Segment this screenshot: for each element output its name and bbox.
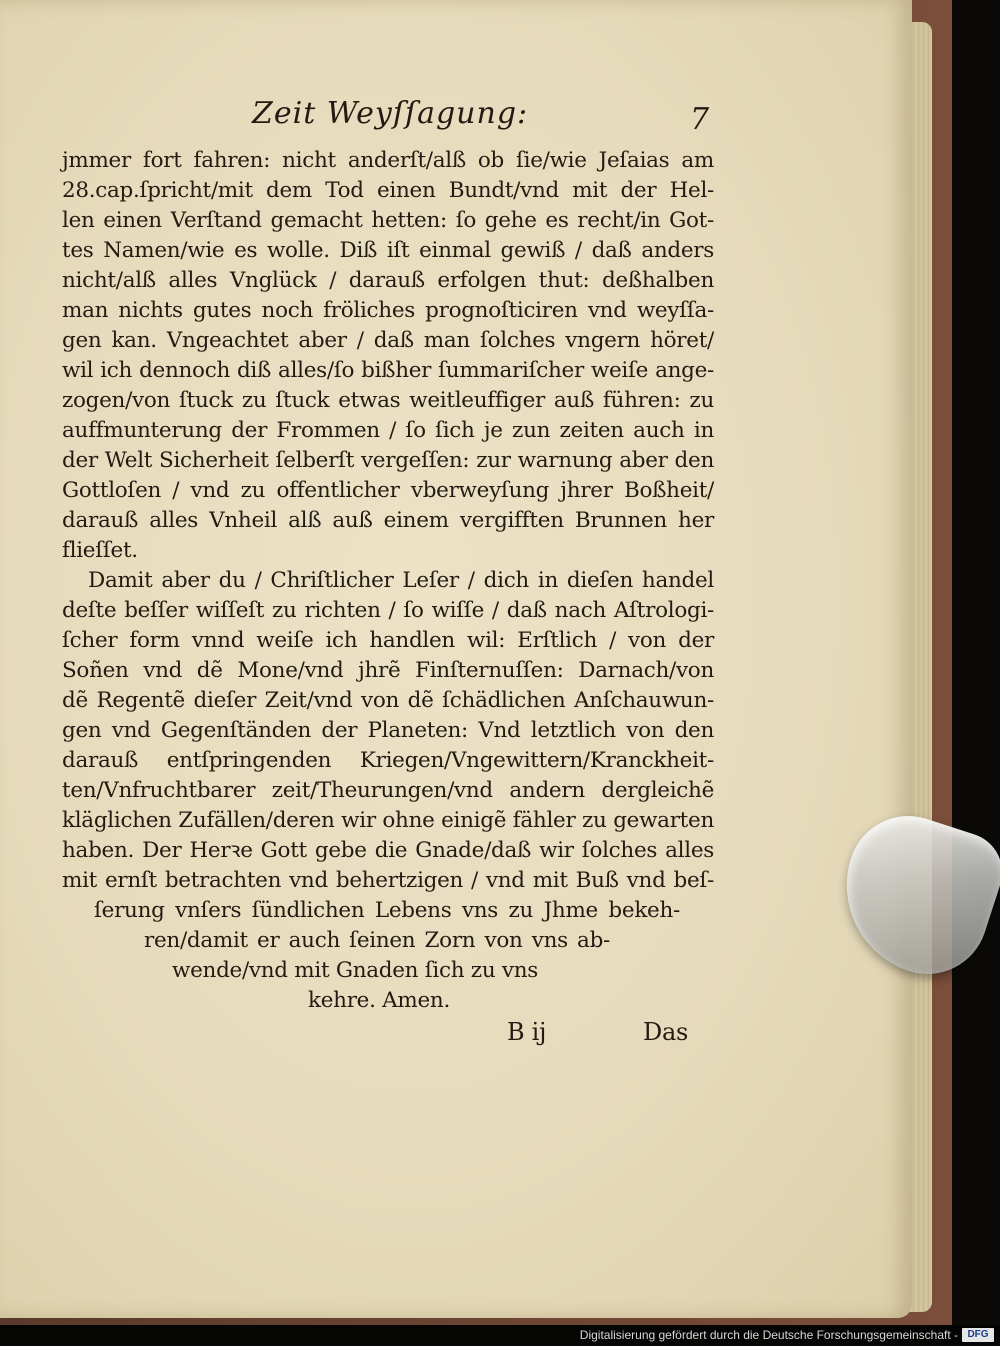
text-line: Damit aber du / Chriſtlicher Leſer / dich in dieſen handel — [88, 568, 714, 593]
text-line: deſte beſſer wiſſeſt zu richten / ſo wiſſe / daß nach Aſtrologi- — [62, 598, 714, 623]
text-line: darauß alles Vnheil alß auß einem vergifften Brunnen her — [62, 508, 714, 533]
text-line: mit ernſt betrachten vnd behertzigen / vnd mit Buß vnd beſ- — [62, 868, 714, 893]
dfg-logo: DFG — [962, 1328, 994, 1342]
text-line: auffmunterung der Frommen / ſo ſich je zun zeiten auch in — [62, 418, 714, 443]
text-line: ſcher form vnnd weiſe ich handlen wil: Erſtlich / von der — [62, 628, 714, 653]
footer-credit: Digitalisierung gefördert durch die Deutsche Forschungsgemeinschaft - — [579, 1328, 958, 1342]
footer-bar — [0, 1325, 1000, 1346]
text-line: len einen Verſtand gemacht hetten: ſo gehe es recht/in Got- — [62, 208, 714, 233]
text-line: tes Namen/wie es wolle. Diß iſt einmal gewiß / daß anders — [62, 238, 714, 263]
text-line: kläglichen Zufällen/deren wir ohne einigẽ fähler zu gewarten — [62, 808, 714, 833]
text-line: zogen/von ſtuck zu ſtuck etwas weitleuffiger auß führen: zu — [62, 388, 714, 413]
text-line: Soñen vnd dẽ Mone/vnd jhrẽ Finſternuſſen: Darnach/von — [62, 658, 714, 683]
text-line: 28.cap.ſpricht/mit dem Tod einen Bundt/vnd mit der Hel- — [62, 178, 714, 203]
text-line: ten/Vnfruchtbarer zeit/Theurungen/vnd andern dergleichẽ — [62, 778, 714, 803]
text-line: kehre. Amen. — [308, 988, 450, 1013]
text-line: ſerung vnſers ſündlichen Lebens vns zu Jhme bekeh- — [94, 898, 680, 923]
text-line: gen vnd Gegenſtänden der Planeten: Vnd letztlich von den — [62, 718, 714, 743]
text-line: man nichts gutes noch fröliches prognoſticiren vnd weyſſa- — [62, 298, 714, 323]
catchword: Das — [643, 1018, 688, 1046]
text-line: haben. Der Herꝛe Gott gebe die Gnade/daß wir ſolches alles — [62, 838, 714, 863]
page-number: 7 — [690, 102, 709, 137]
text-line: ren/damit er auch ſeinen Zorn von vns ab- — [144, 928, 610, 953]
text-line: darauß entſpringenden Kriegen/Vngewittern/Kranckheit- — [62, 748, 714, 773]
text-line: gen kan. Vngeachtet aber / daß man ſolches vngern höret/ — [62, 328, 714, 353]
text-line: flieſſet. — [62, 538, 138, 563]
text-line: wil ich dennoch diß alles/ſo bißher ſummariſcher weiſe ange- — [62, 358, 714, 383]
text-line: Gottloſen / vnd zu offentlicher vberweyſung jhrer Boßheit/ — [62, 478, 714, 503]
running-head: Zeit Weyſſagung: — [252, 96, 529, 131]
text-line: der Welt Sicherheit ſelberſt vergeſſen: zur warnung aber den — [62, 448, 714, 473]
text-line: wende/vnd mit Gnaden ſich zu vns — [172, 958, 539, 983]
text-line: nicht/alß alles Vnglück / darauß erfolgen thut: deßhalben — [62, 268, 714, 293]
text-line: dẽ Regentẽ dieſer Zeit/vnd von dẽ ſchädlichen Anſchauwun- — [62, 688, 714, 713]
text-line: jmmer fort fahren: nicht anderſt/alß ob ſie/wie Jeſaias am — [62, 148, 714, 173]
signature-mark: B ij — [507, 1018, 547, 1046]
